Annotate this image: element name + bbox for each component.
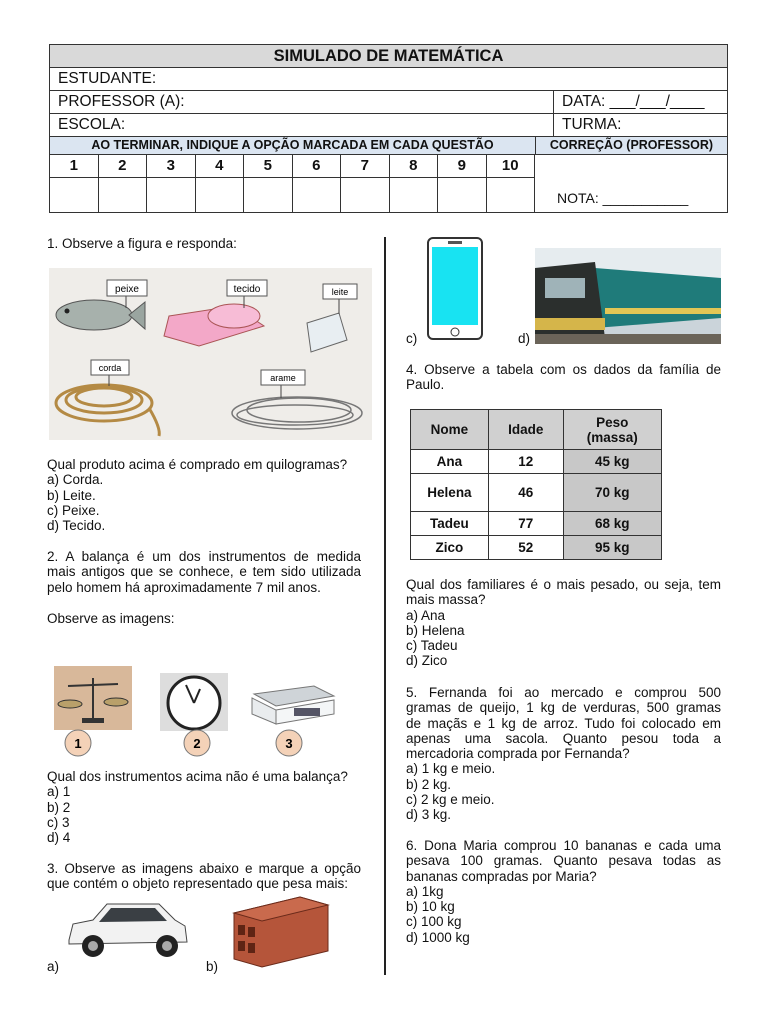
car-image	[63, 894, 191, 964]
q2-line: mais antigos que se conhece, e tem sido utilizada	[47, 564, 361, 580]
answer-cell[interactable]	[147, 155, 196, 213]
badge-3	[276, 730, 302, 756]
q4-question: Qual dos familiares é o mais pesado, ou seja, tem	[406, 577, 721, 592]
smartphone-image	[427, 237, 483, 340]
q4-intro	[406, 362, 721, 393]
answer-number: 2	[99, 155, 147, 178]
q3-option-c[interactable]: c)	[406, 331, 418, 346]
cell-name: Helena	[411, 474, 489, 512]
rope-label: corda	[98, 363, 122, 373]
q6-option-b[interactable]: b) 10 kg	[406, 899, 455, 915]
answer-grid	[50, 155, 535, 213]
cell-age: 52	[488, 536, 563, 560]
q5-option-b[interactable]: b) 2 kg.	[406, 776, 452, 792]
table-row	[411, 536, 662, 560]
q3-option-a[interactable]: a)	[47, 959, 60, 974]
q5-option-d[interactable]: d) 3 kg.	[406, 807, 452, 823]
q1-option-c[interactable]: c) Peixe.	[47, 502, 100, 518]
q2-line: 2. A balança é um dos instrumentos de medida	[47, 549, 361, 564]
column-divider	[384, 237, 386, 975]
q2-option-b[interactable]: b) 2	[47, 799, 71, 815]
answer-cell[interactable]	[244, 155, 293, 213]
instrument-badges	[63, 729, 333, 759]
table-row	[411, 512, 662, 536]
answer-number: 6	[293, 155, 341, 178]
date-field[interactable]: DATA: ___/___/____	[562, 93, 705, 110]
cell-name: Zico	[411, 536, 489, 560]
q6-option-d[interactable]: d) 1000 kg	[406, 929, 470, 945]
q4-line: Paulo.	[406, 377, 445, 393]
q6-option-a[interactable]: a) 1kg	[406, 883, 444, 899]
answer-cell[interactable]	[438, 155, 487, 213]
table-row	[411, 474, 662, 512]
clock-image	[160, 673, 228, 731]
instruction-text: AO TERMINAR, INDIQUE A OPÇÃO MARCADA EM CADA QUESTÃO	[91, 138, 494, 152]
q6-block	[406, 838, 721, 945]
answer-number: 3	[147, 155, 195, 178]
q1-block	[47, 457, 377, 533]
correction-label: CORREÇÃO (PROFESSOR)	[535, 137, 727, 154]
balance-scale-image	[54, 666, 132, 730]
q5-block	[406, 685, 721, 823]
badge-3-label: 3	[285, 736, 293, 751]
cell-name: Ana	[411, 450, 489, 474]
answer-cell[interactable]	[487, 155, 536, 213]
cell-weight: 68 kg	[563, 512, 661, 536]
cell-weight: 95 kg	[563, 536, 661, 560]
q6-line: 6. Dona Maria comprou 10 bananas e cada uma	[406, 838, 721, 853]
q4-block	[406, 577, 721, 669]
q3-option-d[interactable]: d)	[518, 331, 531, 346]
badge-2-label: 2	[193, 736, 201, 751]
answer-cell[interactable]	[293, 155, 342, 213]
cell-name: Tadeu	[411, 512, 489, 536]
answer-number: 10	[487, 155, 535, 178]
answer-number: 1	[50, 155, 98, 178]
cell-weight: 45 kg	[563, 450, 661, 474]
fabric-label: tecido	[233, 284, 261, 295]
cell-age: 77	[488, 512, 563, 536]
badge-1-label: 1	[74, 736, 82, 751]
q6-option-c[interactable]: c) 100 kg	[406, 914, 462, 930]
q5-line: apenas uma sacola. Quanto pesou toda a	[406, 730, 721, 746]
table-row	[411, 450, 662, 474]
header-divider	[553, 91, 554, 137]
answer-number: 4	[196, 155, 244, 178]
q5-line: mercadoria comprada por Fernanda?	[406, 746, 630, 762]
q5-line: de maçãs e 1 kg de arroz. Tudo foi colocado em	[406, 715, 721, 731]
cell-weight: 70 kg	[563, 474, 661, 512]
school-row	[50, 114, 727, 137]
q1-prompt: 1. Observe a figura e responda:	[47, 236, 237, 251]
page-title: SIMULADO DE MATEMÁTICA	[50, 45, 727, 68]
q1-option-d[interactable]: d) Tecido.	[47, 518, 106, 534]
q5-line: 5. Fernanda foi ao mercado e comprou 500	[406, 685, 721, 700]
q4-question: mais massa?	[406, 592, 486, 608]
cell-age: 46	[488, 474, 563, 512]
badge-1	[65, 730, 91, 756]
school-field[interactable]: ESCOLA:	[58, 116, 126, 133]
q2-observe: Observe as imagens:	[47, 611, 175, 626]
answer-number: 7	[341, 155, 389, 178]
q3-intro	[47, 861, 361, 892]
col-weight-line2: (massa)	[586, 429, 638, 445]
q2-line: pelo homem há aproximadamente 7 mil anos.	[47, 579, 321, 595]
q2-option-c[interactable]: c) 3	[47, 814, 70, 830]
fish-label: peixe	[115, 284, 139, 295]
student-field[interactable]: ESTUDANTE:	[50, 68, 727, 91]
q3-line: 3. Observe as imagens abaixo e marque a opção	[47, 861, 361, 876]
brick-image	[230, 893, 330, 969]
header-table	[49, 44, 728, 213]
q3-line: que contém o objeto representado que pesa mais:	[47, 876, 348, 892]
q4-option-a[interactable]: a) Ana	[406, 607, 446, 623]
products-illustration	[49, 268, 372, 440]
kitchen-scale-image	[244, 682, 336, 729]
q1-question: Qual produto acima é comprado em quilogramas?	[47, 457, 348, 472]
q4-option-b[interactable]: b) Helena	[406, 622, 465, 638]
answer-cell[interactable]	[390, 155, 439, 213]
col-weight-line1: Peso	[596, 414, 629, 430]
instruction-row	[50, 137, 727, 155]
col-name: Nome	[411, 410, 489, 450]
q1-option-a[interactable]: a) Corda.	[47, 472, 104, 488]
train-image	[535, 248, 721, 344]
table-header-row	[411, 410, 662, 450]
q5-line: gramas de queijo, 1 kg de verduras, 500 gramas	[406, 700, 721, 716]
q6-line: bananas compradas por Maria?	[406, 868, 597, 884]
q3-option-b[interactable]: b)	[206, 959, 219, 974]
q4-line: 4. Observe a tabela com os dados da família de	[406, 362, 721, 377]
family-table	[410, 409, 662, 560]
wire-label: arame	[270, 373, 296, 383]
q2-block	[47, 769, 377, 845]
answer-cell[interactable]	[99, 155, 148, 213]
grade-field[interactable]: NOTA: ___________	[557, 190, 689, 206]
q2-option-a[interactable]: a) 1	[47, 784, 71, 800]
answer-cell[interactable]	[341, 155, 390, 213]
badge-2	[184, 730, 210, 756]
teacher-field[interactable]: PROFESSOR (A):	[58, 93, 185, 110]
cell-age: 12	[488, 450, 563, 474]
q6-line: pesava 100 gramas. Quanto pesava todas as	[406, 853, 721, 869]
answer-number: 9	[438, 155, 486, 178]
q5-option-a[interactable]: a) 1 kg e meio.	[406, 761, 496, 777]
answer-cell[interactable]	[50, 155, 99, 213]
q5-option-c[interactable]: c) 2 kg e meio.	[406, 792, 495, 808]
q4-option-d[interactable]: d) Zico	[406, 653, 448, 669]
answer-number: 5	[244, 155, 292, 178]
q2-option-d[interactable]: d) 4	[47, 830, 71, 846]
q2-intro	[47, 549, 361, 595]
class-field[interactable]: TURMA:	[562, 116, 622, 133]
milk-label: leite	[331, 287, 349, 297]
col-age: Idade	[488, 410, 563, 450]
teacher-row	[50, 91, 727, 114]
answer-cell[interactable]	[196, 155, 245, 213]
q2-question: Qual dos instrumentos acima não é uma balança?	[47, 769, 348, 784]
q1-option-b[interactable]: b) Leite.	[47, 487, 96, 503]
answer-number: 8	[390, 155, 438, 178]
q4-option-c[interactable]: c) Tadeu	[406, 638, 458, 654]
col-weight	[563, 410, 661, 450]
